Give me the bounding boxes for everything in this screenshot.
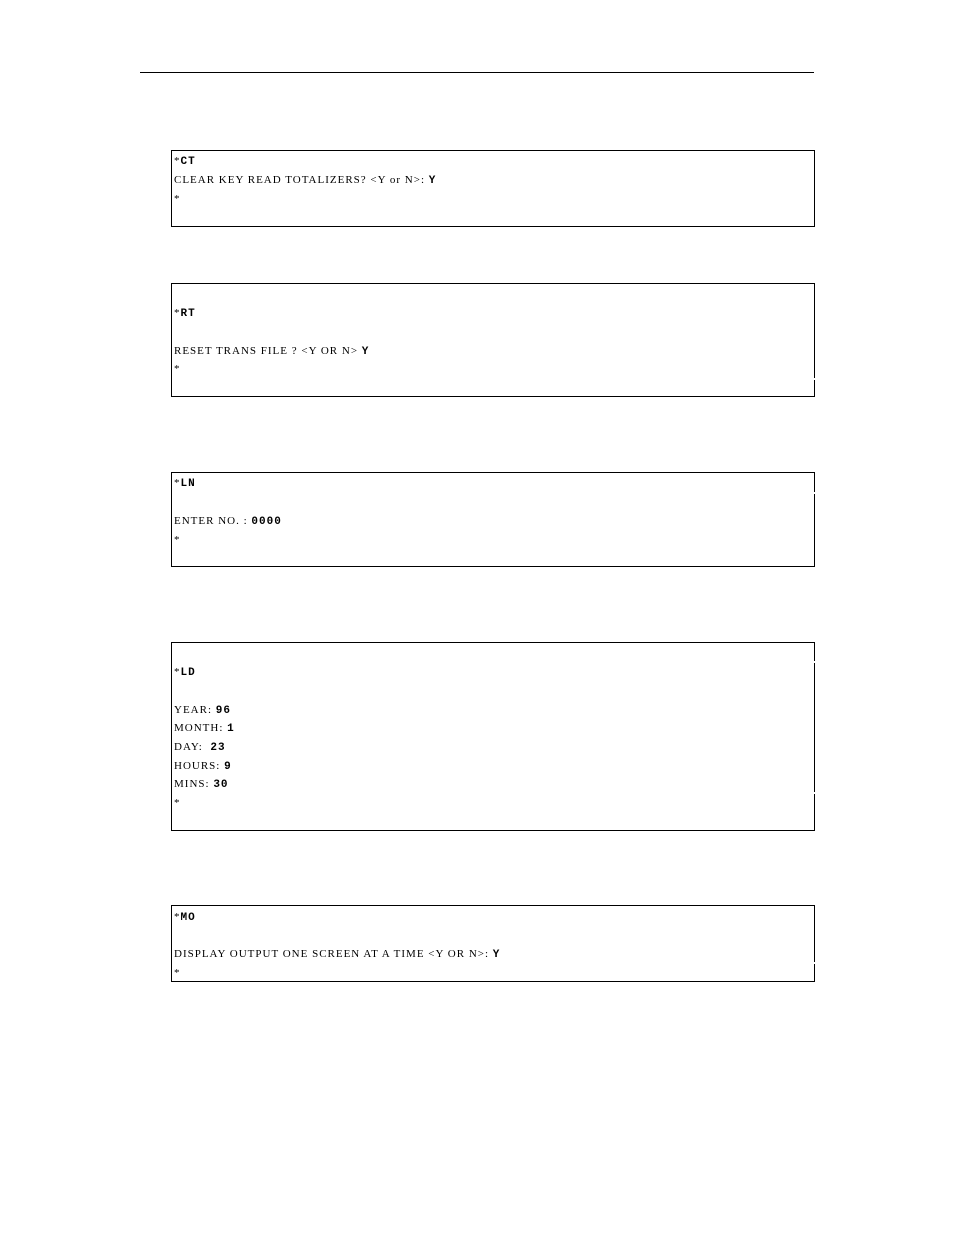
terminal-screen-ln xyxy=(171,472,815,567)
answer-text: Y xyxy=(361,346,370,358)
cursor-line xyxy=(174,190,181,208)
command-line xyxy=(174,908,196,926)
command-line xyxy=(174,152,196,170)
cursor-line xyxy=(174,964,181,982)
cursor-char: * xyxy=(174,967,181,979)
border-gap xyxy=(813,792,815,794)
cursor-line xyxy=(174,531,181,549)
question-line xyxy=(174,171,436,189)
border-gap xyxy=(813,492,815,494)
command-text: LN xyxy=(180,478,196,490)
field-label: MONTH: xyxy=(174,722,228,734)
command-text: RT xyxy=(180,308,196,320)
border-gap xyxy=(813,962,815,964)
field-value: 30 xyxy=(213,779,229,791)
terminal-screen-ct xyxy=(171,150,815,227)
command-line xyxy=(174,304,196,322)
command-line xyxy=(174,663,196,681)
field-value: 96 xyxy=(215,705,231,717)
field-line-month xyxy=(174,719,235,737)
field-line-year xyxy=(174,701,231,719)
command-text: CT xyxy=(180,156,196,168)
prompt-char: * xyxy=(174,477,181,489)
command-text: MO xyxy=(180,912,196,924)
field-label: HOURS: xyxy=(174,760,225,772)
cursor-line xyxy=(174,360,181,378)
prompt-char: * xyxy=(174,155,181,167)
terminal-screen-rt xyxy=(171,283,815,397)
cursor-char: * xyxy=(174,193,181,205)
answer-text: Y xyxy=(428,175,437,187)
field-line-mins xyxy=(174,775,229,793)
field-value: 9 xyxy=(224,761,232,773)
question-text: CLEAR KEY READ TOTALIZERS? <Y or N>: xyxy=(174,174,429,186)
header-rule xyxy=(140,72,814,73)
command-text: LD xyxy=(180,667,196,679)
answer-text: Y xyxy=(492,949,501,961)
command-line xyxy=(174,474,196,492)
cursor-char: * xyxy=(174,534,181,546)
cursor-char: * xyxy=(174,797,181,809)
question-line xyxy=(174,512,282,530)
terminal-screen-mo xyxy=(171,905,815,982)
prompt-char: * xyxy=(174,307,181,319)
question-text: DISPLAY OUTPUT ONE SCREEN AT A TIME <Y OR N>: xyxy=(174,948,493,960)
field-line-hours xyxy=(174,757,232,775)
field-line-day xyxy=(174,738,226,756)
field-value: 23 xyxy=(210,742,226,754)
question-text: RESET TRANS FILE ? <Y OR N> xyxy=(174,345,362,357)
cursor-char: * xyxy=(174,363,181,375)
question-line xyxy=(174,342,369,360)
terminal-screen-ld xyxy=(171,642,815,831)
prompt-char: * xyxy=(174,666,181,678)
field-label: YEAR: xyxy=(174,704,216,716)
field-label: DAY: xyxy=(174,741,211,753)
cursor-line xyxy=(174,794,181,812)
question-text: ENTER NO. : xyxy=(174,515,252,527)
answer-text: 0000 xyxy=(251,516,282,528)
border-gap xyxy=(813,661,815,663)
field-label: MINS: xyxy=(174,778,214,790)
border-gap xyxy=(813,378,815,380)
question-line xyxy=(174,945,500,963)
field-value: 1 xyxy=(227,723,235,735)
prompt-char: * xyxy=(174,911,181,923)
